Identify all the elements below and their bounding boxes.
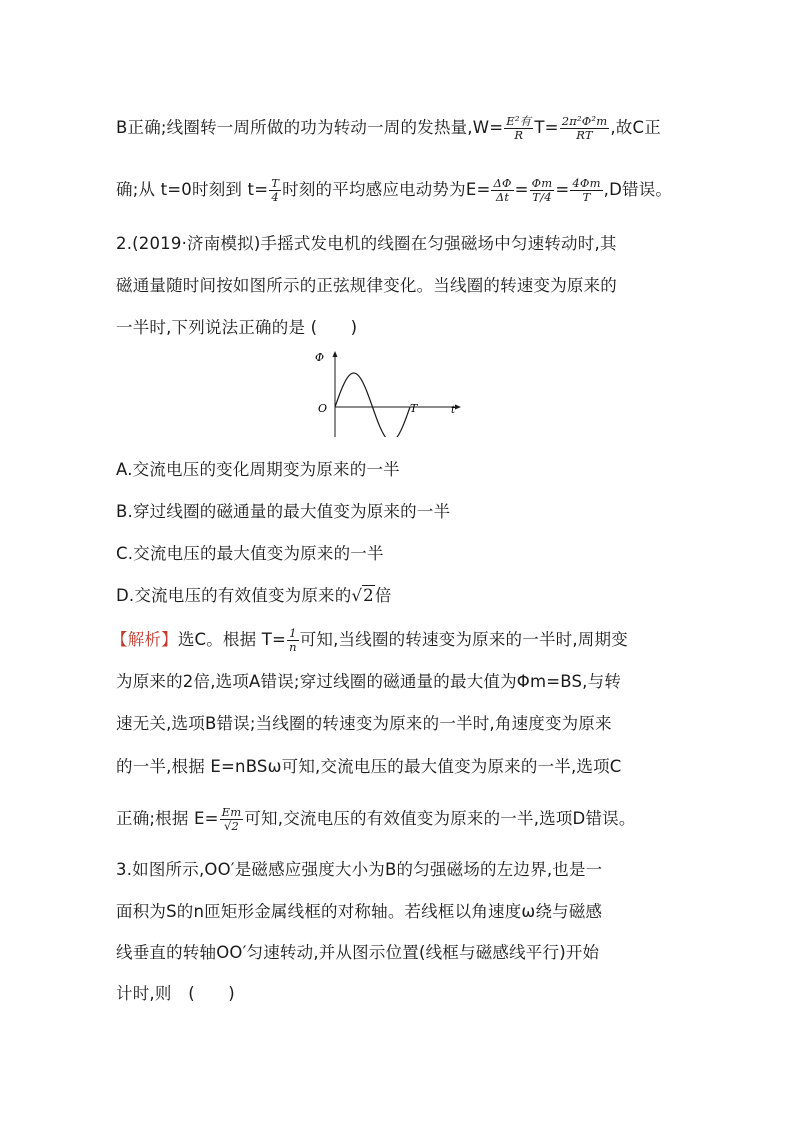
fraction-denominator: 4	[271, 190, 279, 204]
fraction	[287, 627, 299, 654]
analysis-tag: 【解析】	[111, 630, 178, 649]
period-label: T	[410, 402, 418, 415]
fraction-denominator: T	[582, 190, 591, 204]
text-segment: 选C。根据 T=	[177, 630, 287, 649]
question-2-line-1: 2.(2019·济南模拟)手摇式发电机的线圈在匀强磁场中匀速转动时,其	[116, 234, 617, 253]
option-b: B.穿过线圈的磁通量的最大值变为原来的一半	[116, 502, 451, 521]
question-3-line-2: 面积为S的n匝矩形金属线框的对称轴。若线框以角速度ω绕与磁感	[116, 902, 603, 921]
text-segment: 时刻的平均感应电动势为E=	[282, 180, 491, 199]
text-segment: =	[514, 180, 529, 199]
text-segment: =	[555, 180, 570, 199]
fraction	[570, 177, 602, 204]
analysis-line-2: 为原来的2倍,选项A错误;穿过线圈的磁通量的最大值为Φm=BS,与转	[116, 672, 622, 691]
question-2-line-2: 磁通量随时间按如图所示的正弦规律变化。当线圈的转速变为原来的	[116, 276, 617, 295]
question-3-line-1: 3.如图所示,OO′是磁感应强度大小为B的匀强磁场的左边界,也是一	[116, 860, 603, 879]
fraction-denominator: √2	[223, 819, 240, 833]
fraction-numerator: ΔΦ	[493, 176, 512, 190]
text-segment: 正确;根据 E=	[116, 809, 219, 828]
x-axis-arrow	[455, 405, 461, 410]
text-segment: 倍	[374, 586, 392, 605]
question-2-line-3: 一半时,下列说法正确的是 ( )	[116, 318, 358, 337]
origin-label: O	[318, 402, 328, 415]
x-axis-label: t	[451, 405, 456, 416]
fraction-denominator: Δt	[495, 190, 510, 204]
option-c: C.交流电压的最大值变为原来的一半	[116, 544, 384, 563]
fraction	[560, 115, 610, 142]
text-segment: D.交流电压的有效值变为原来的	[116, 586, 352, 605]
fraction	[491, 177, 513, 204]
fraction-numerator: 1	[287, 627, 299, 641]
fraction-numerator: Em	[221, 805, 242, 819]
analysis-line-5	[116, 806, 678, 833]
fraction-numerator: 4Φm	[572, 176, 601, 190]
fraction-denominator: RT	[576, 128, 593, 142]
analysis-line-3: 速无关,选项B错误;当线圈的转速变为原来的一半时,角速度变为原来	[116, 714, 612, 733]
sine-curve	[335, 373, 410, 437]
question-3-line-4: 计时,则 ( )	[116, 984, 235, 1003]
text-segment: T=	[534, 118, 559, 137]
text-segment: 可知,当线圈的转速变为原来的一半时,周期变	[299, 630, 628, 649]
sine-wave-figure	[313, 347, 463, 437]
text-segment: B正确;线圈转一周所做的功为转动一周的发热量,W=	[116, 118, 504, 137]
radicand: 2	[363, 586, 374, 605]
fraction-denominator: n	[289, 640, 297, 654]
fraction-numerator: 2π²Φ²m	[561, 114, 608, 128]
sqrt-expression: √2	[351, 586, 374, 605]
fraction	[220, 806, 244, 833]
fraction	[504, 115, 533, 142]
text-segment: ,故C正	[610, 118, 661, 137]
analysis-line-4: 的一半,根据 E=nBSω可知,交流电压的最大值变为原来的一半,选项C	[116, 757, 622, 776]
text-line	[116, 115, 678, 142]
analysis-line-1	[111, 627, 678, 654]
y-axis-label: Φ	[315, 351, 325, 364]
text-segment: 可知,交流电压的有效值变为原来的一半,选项D错误。	[244, 809, 636, 828]
fraction-denominator: R	[514, 128, 524, 142]
fraction-numerator: Φm	[531, 176, 553, 190]
text-segment: 确;从 t=0时刻到 t=	[116, 180, 269, 199]
fraction	[530, 177, 555, 204]
fraction-numerator: E²有	[506, 114, 532, 128]
text-segment: ,D错误。	[603, 180, 673, 199]
fraction-denominator: T/4	[532, 190, 552, 204]
option-a: A.交流电压的变化周期变为原来的一半	[116, 460, 400, 479]
fraction	[269, 177, 281, 204]
fraction-numerator: T	[271, 176, 280, 190]
option-d	[116, 585, 678, 607]
text-line	[116, 177, 678, 204]
y-axis-arrow	[333, 351, 338, 357]
question-3-line-3: 线垂直的转轴OO′匀速转动,并从图示位置(线框与磁感线平行)开始	[116, 943, 600, 962]
